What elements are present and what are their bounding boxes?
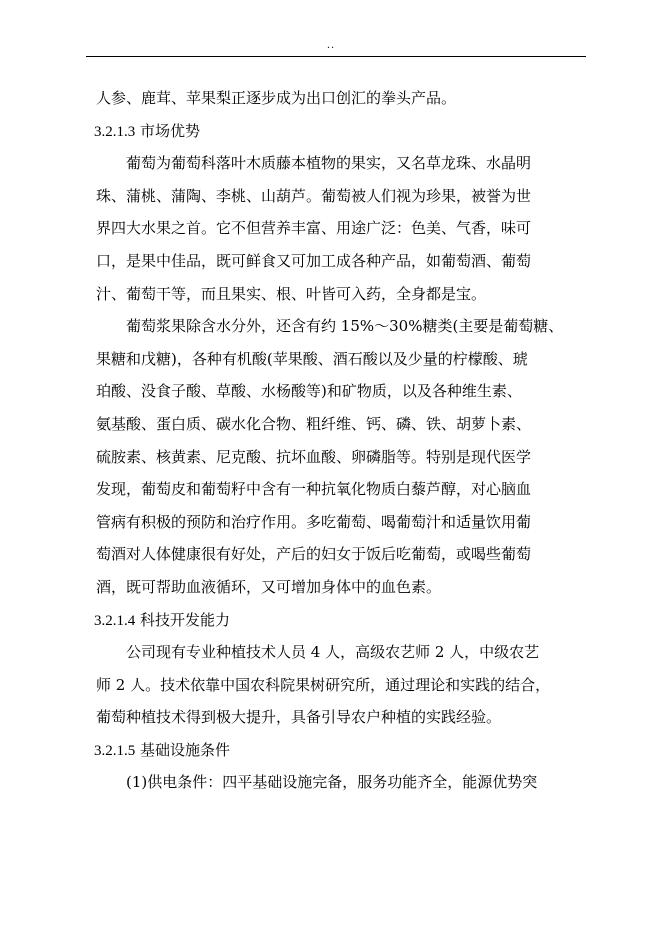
section-number: 3.2.1.4 (94, 612, 136, 629)
section-heading-3-2-1-3 (94, 115, 590, 148)
header-mark: .. (326, 40, 336, 51)
body-line: 酒，既可帮助血液循环，又可增加身体中的血色素。 (96, 577, 442, 596)
body-line: 汁、葡萄干等，而且果实、根、叶皆可入药，全身都是宝。 (96, 284, 487, 303)
section-title: 市场优势 (140, 121, 201, 140)
section-heading-3-2-1-5 (94, 734, 590, 767)
body-line: 果糖和戊糖)，各种有机酸(苹果酸、酒石酸以及少量的柠檬酸、琥 (96, 349, 528, 368)
body-line: 葡萄种植技术得到极大提升，具备引导农户种植的实践经验。 (96, 708, 502, 727)
paragraph-first-line: 葡萄浆果除含水分外，还含有约 15%～30%糖类(主要是葡萄糖、 (126, 317, 564, 336)
body-line: 管病有积极的预防和治疗作用。多吃葡萄、喝葡萄汁和适量饮用葡 (96, 512, 532, 531)
section-number: 3.2.1.3 (94, 123, 136, 140)
body-line: 发现，葡萄皮和葡萄籽中含有一种抗氧化物质白藜芦醇，对心脑血 (96, 480, 532, 499)
section-number: 3.2.1.5 (94, 742, 136, 759)
section-title: 科技开发能力 (140, 610, 231, 629)
paragraph-first-line: 葡萄为葡萄科落叶木质藤本植物的果实，又名草龙珠、水晶明 (126, 154, 532, 173)
body-line: 口，是果中佳品，既可鲜食又可加工成各种产品，如葡萄酒、葡萄 (96, 251, 532, 270)
body-line: 氨基酸、蛋白质、碳水化合物、粗纤维、钙、磷、铁、胡萝卜素、 (96, 414, 532, 433)
body-line: 萄酒对人体健康很有好处，产后的妇女于饭后吃葡萄，或喝些葡萄 (96, 545, 532, 564)
body-line: 珀酸、没食子酸、草酸、水杨酸等)和矿物质，以及各种维生素、 (96, 382, 522, 401)
body-line: 硫胺素、核黄素、尼克酸、抗坏血酸、卵磷脂等。特别是现代医学 (96, 447, 532, 466)
section-heading-3-2-1-4 (94, 604, 590, 637)
body-line: 人参、鹿茸、苹果梨正逐步成为出口创汇的拳头产品。 (96, 89, 457, 107)
paragraph-first-line: 公司现有专业种植技术人员 4 人，高级农艺师 2 人，中级农艺 (126, 643, 540, 662)
paragraph-first-line: (1)供电条件：四平基础设施完备，服务功能齐全，能源优势突 (126, 773, 538, 792)
section-title: 基础设施条件 (140, 740, 231, 759)
body-line: 珠、蒲桃、蒲陶、李桃、山葫芦。葡萄被人们视为珍果，被誉为世 (96, 186, 532, 205)
document-body (96, 82, 590, 799)
body-line: 师 2 人。技术依靠中国农科院果树研究所，通过理论和实践的结合， (96, 675, 551, 694)
body-line: 界四大水果之首。它不但营养丰富、用途广泛：色美、气香，味可 (96, 219, 532, 238)
header-rule (86, 56, 586, 57)
